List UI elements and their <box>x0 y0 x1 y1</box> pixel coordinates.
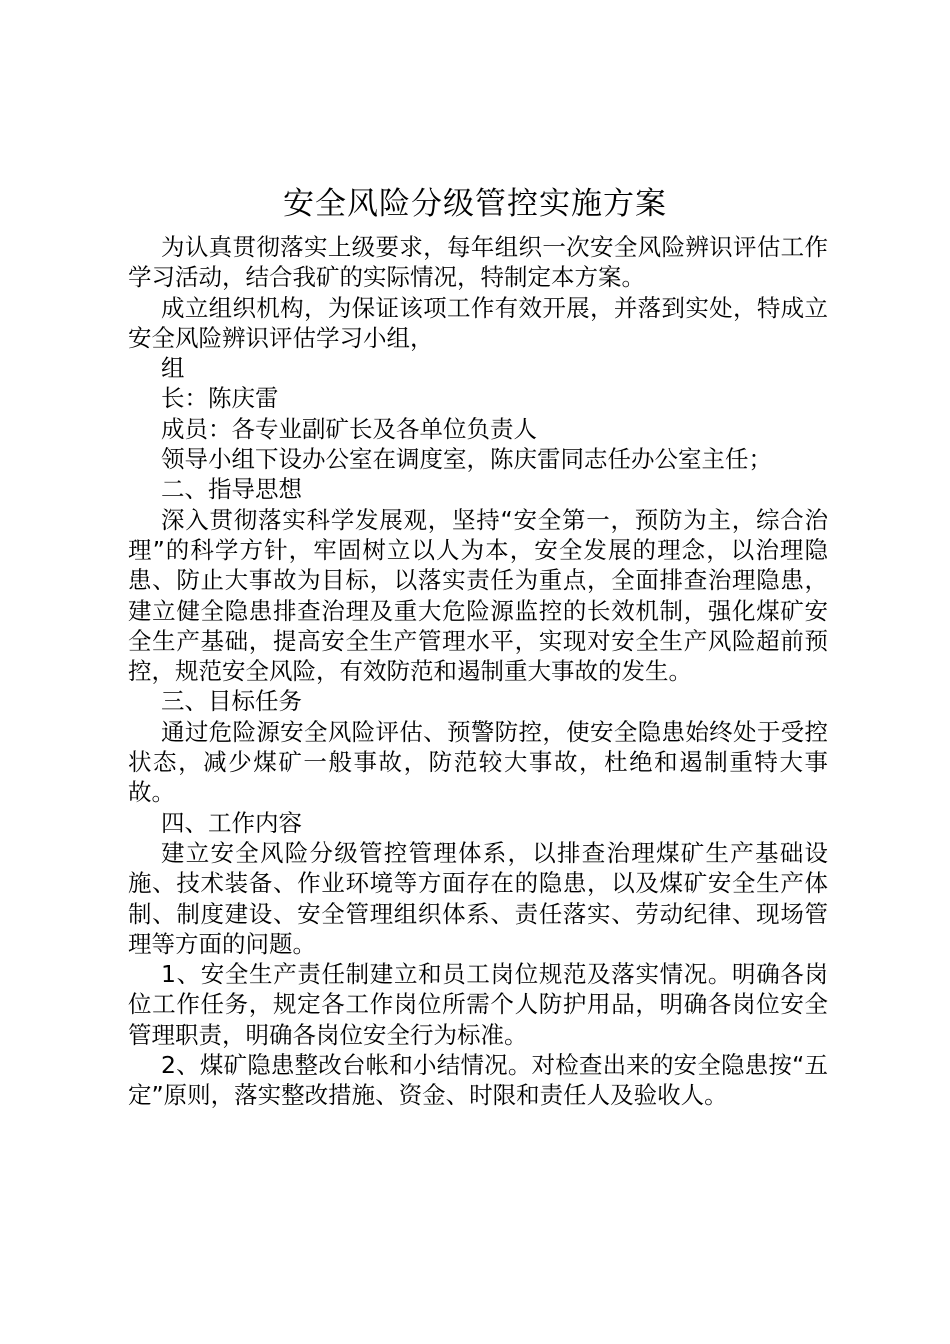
paragraph-guiding-ideology: 深入贯彻落实科学发展观，坚持“安全第一，预防为主，综合治理”的科学方针，牢固树立以人为本，安全发展的理念，以治理隐患、防止大事故为目标，以落实责任为重点，全面排查治理隐患，建立健全隐患排查治理及重大危险源监控的长效机制，强化煤矿安全生产基础，提高安全生产管理水平，实现对安全生产风险超前预控，规范安全风险，有效防范和遏制重大事故的发生。 <box>128 505 828 686</box>
paragraph-organization: 成立组织机构，为保证该项工作有效开展，并落到实处，特成立安全风险辨识评估学习小组， <box>128 293 828 352</box>
paragraph-office: 领导小组下设办公室在调度室，陈庆雷同志任办公室主任； <box>161 445 772 474</box>
section-heading-work-content: 四、工作内容 <box>161 808 302 837</box>
paragraph-goals: 通过危险源安全风险评估、预警防控，使安全隐患始终处于受控状态，减少煤矿一般事故，防范较大事故，杜绝和遏制重特大事故。 <box>128 717 828 807</box>
document-title: 安全风险分级管控实施方案 <box>283 186 667 222</box>
document-body <box>128 232 828 1111</box>
paragraph-group-label: 组 <box>161 354 185 383</box>
paragraph-work-content: 建立安全风险分级管控管理体系，以排查治理煤矿生产基础设施、技术装备、作业环境等方面存在的隐患，以及煤矿安全生产体制、制度建设、安全管理组织体系、责任落实、劳动纪律、现场管理等方面的问题。 <box>128 838 828 958</box>
paragraph-intro: 为认真贯彻落实上级要求，每年组织一次安全风险辨识评估工作学习活动，结合我矿的实际情况，特制定本方案。 <box>128 233 828 292</box>
paragraph-item-1: 1、安全生产责任制建立和员工岗位规范及落实情况。明确各岗位工作任务，规定各工作岗位所需个人防护用品，明确各岗位安全管理职责，明确各岗位安全行为标准。 <box>128 960 828 1049</box>
section-heading-goals: 三、目标任务 <box>161 687 302 716</box>
paragraph-leader: 长：陈庆雷 <box>161 384 279 413</box>
paragraph-item-2: 2、煤矿隐患整改台帐和小结情况。对检查出来的安全隐患按“五定”原则，落实整改措施、资金、时限和责任人及验收人。 <box>128 1051 828 1110</box>
paragraph-members: 成员：各专业副矿长及各单位负责人 <box>161 414 537 443</box>
section-heading-guiding-ideology: 二、指导思想 <box>161 475 302 504</box>
